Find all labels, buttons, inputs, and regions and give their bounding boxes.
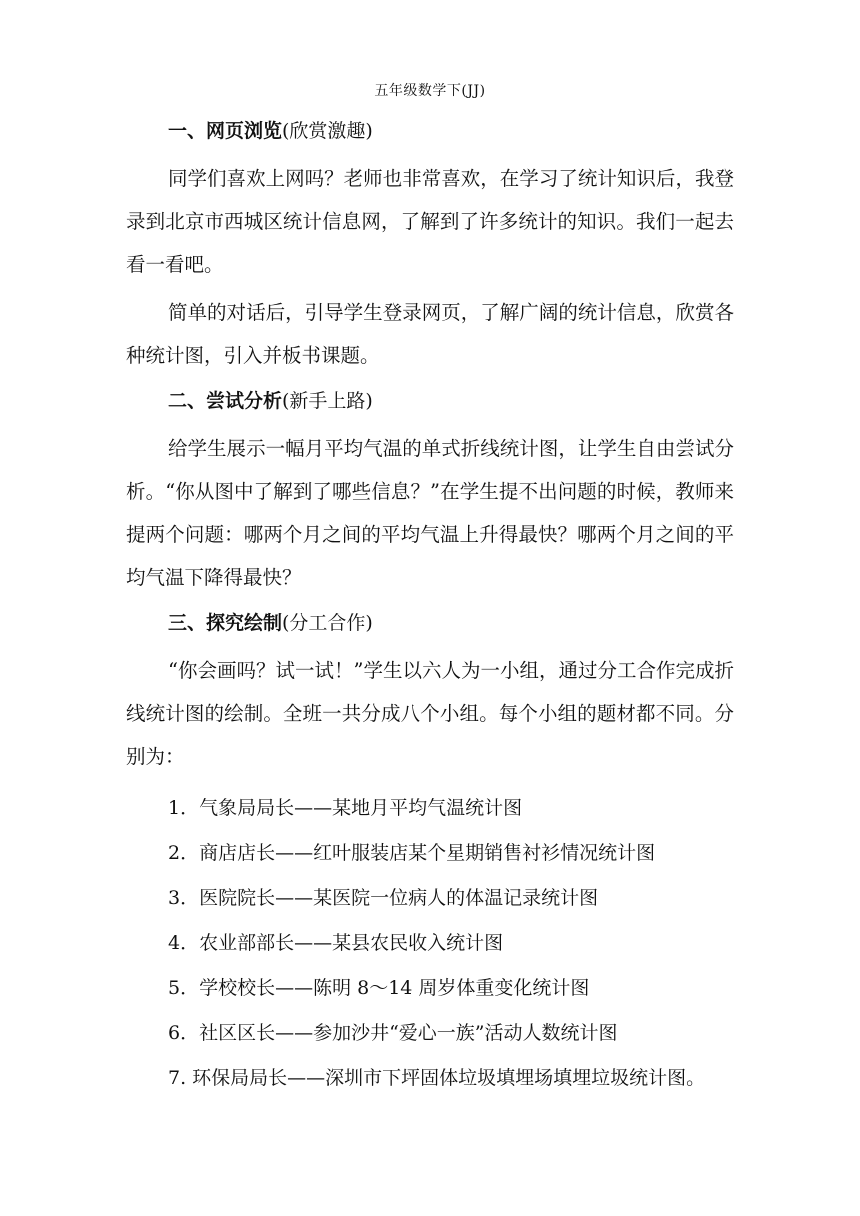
- list-item: 4．农业部部长——某县农民收入统计图: [168, 932, 504, 954]
- list-item: 6．社区区长——参加沙井“爱心一族”活动人数统计图: [168, 1022, 618, 1044]
- section-heading-main: 二、尝试分析: [168, 390, 283, 412]
- list-item: 1．气象局局长——某地月平均气温统计图: [168, 797, 523, 819]
- paragraph: 给学生展示一幅月平均气温的单式折线统计图，让学生自由尝试分析。“你从图中了解到了哪些信息？”在学生提不出问题的时候，教师来提两个问题：哪两个月之间的平均气温上升得最快？哪两个月之间的平均气温下降得最快？: [126, 437, 734, 589]
- page-header: 五年级数学下(JJ): [374, 83, 486, 99]
- section-heading-main: 一、网页浏览: [168, 120, 283, 142]
- section-heading-2: [126, 387, 734, 415]
- list-item: 7. 环保局局长——深圳市下坪固体垃圾填埋场填埋垃圾统计图。: [168, 1067, 706, 1089]
- section-heading-sub: (欣赏激趣): [282, 120, 373, 142]
- section-heading-main: 三、探究绘制: [168, 612, 283, 634]
- list-item: 2．商店店长——红叶服装店某个星期销售衬衫情况统计图: [168, 842, 656, 864]
- paragraph: 简单的对话后，引导学生登录网页，了解广阔的统计信息，欣赏各种统计图，引入并板书课题。: [126, 301, 734, 367]
- document-body: [126, 110, 734, 1092]
- section-heading-3: [126, 609, 734, 637]
- paragraph: 同学们喜欢上网吗？老师也非常喜欢，在学习了统计知识后，我登录到北京市西城区统计信息网，了解到了许多统计的知识。我们一起去看一看吧。: [126, 167, 734, 276]
- section-heading-sub: (分工合作): [282, 612, 373, 634]
- paragraph: “你会画吗？试一试！”学生以六人为一小组，通过分工合作完成折线统计图的绘制。全班一共分成八个小组。每个小组的题材都不同。分别为：: [126, 659, 734, 768]
- section-heading-1: [126, 117, 734, 145]
- list-item: 5．学校校长——陈明 8～14 周岁体重变化统计图: [168, 977, 590, 999]
- section-heading-sub: (新手上路): [282, 390, 373, 412]
- list-item: 3．医院院长——某医院一位病人的体温记录统计图: [168, 887, 599, 909]
